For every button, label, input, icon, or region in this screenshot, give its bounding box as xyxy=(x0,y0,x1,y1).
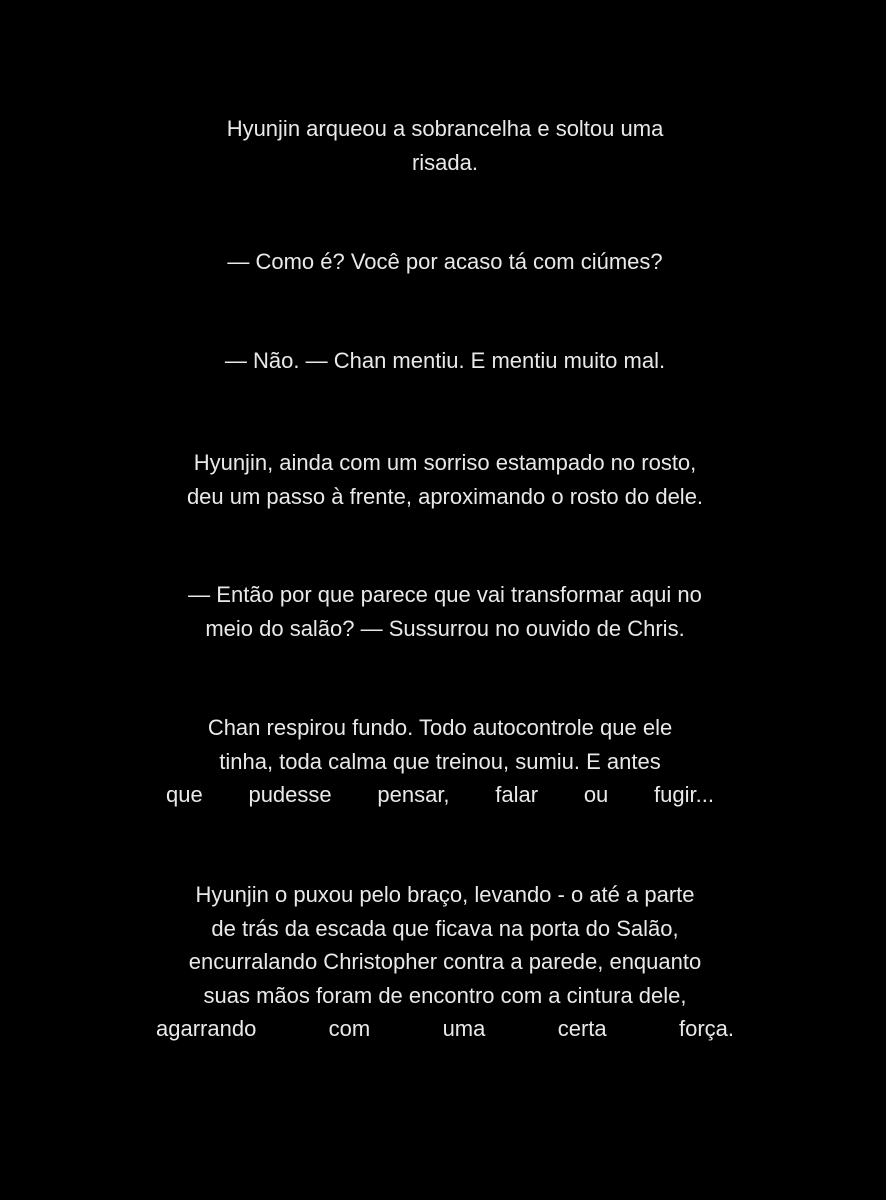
word: pudesse xyxy=(248,782,332,807)
text-line: Hyunjin arqueou a sobrancelha e soltou uma xyxy=(226,116,664,141)
paragraph-narration-4 xyxy=(150,878,740,1046)
word: pensar, xyxy=(377,782,450,807)
word: agarrando xyxy=(156,1016,257,1041)
paragraph-narration-1 xyxy=(150,112,740,179)
text-line: Hyunjin o puxou pelo braço, levando - o até a parte xyxy=(195,882,695,907)
text-line: risada. xyxy=(411,149,479,175)
word: certa xyxy=(557,1016,607,1041)
word: ou xyxy=(583,782,609,807)
text-line: suas mãos foram de encontro com a cintura dele, xyxy=(203,982,687,1008)
word: falar xyxy=(495,782,539,807)
paragraph-narration-3 xyxy=(160,711,720,812)
text-line: encurralando Christopher contra a parede, enquanto xyxy=(188,949,702,974)
text-line: tinha, toda calma que treinou, sumiu. E antes xyxy=(219,748,661,774)
word: com xyxy=(328,1016,371,1041)
word: que xyxy=(166,782,203,807)
word: fugir... xyxy=(654,782,714,807)
paragraph-dialogue-3 xyxy=(150,578,740,645)
text-line: deu um passo à frente, aproximando o rosto do dele. xyxy=(186,483,704,509)
paragraph-dialogue-2 xyxy=(150,344,740,378)
justified-line xyxy=(160,778,720,812)
text-line: — Então por que parece que vai transformar aqui no xyxy=(188,582,702,607)
text-line: — Não. — Chan mentiu. E mentiu muito mal. xyxy=(224,348,666,373)
word: uma xyxy=(442,1016,486,1041)
text-line: Chan respirou fundo. Todo autocontrole que ele xyxy=(207,715,673,740)
word: força. xyxy=(678,1016,734,1041)
text-line: — Como é? Você por acaso tá com ciúmes? xyxy=(227,249,663,274)
justified-line xyxy=(150,1012,740,1046)
text-line: meio do salão? — Sussurrou no ouvido de Chris. xyxy=(205,615,685,641)
text-line: Hyunjin, ainda com um sorriso estampado no rosto, xyxy=(193,450,697,475)
paragraph-narration-2 xyxy=(150,446,740,513)
paragraph-dialogue-1 xyxy=(150,245,740,279)
text-line: de trás da escada que ficava na porta do Salão, xyxy=(211,915,679,941)
